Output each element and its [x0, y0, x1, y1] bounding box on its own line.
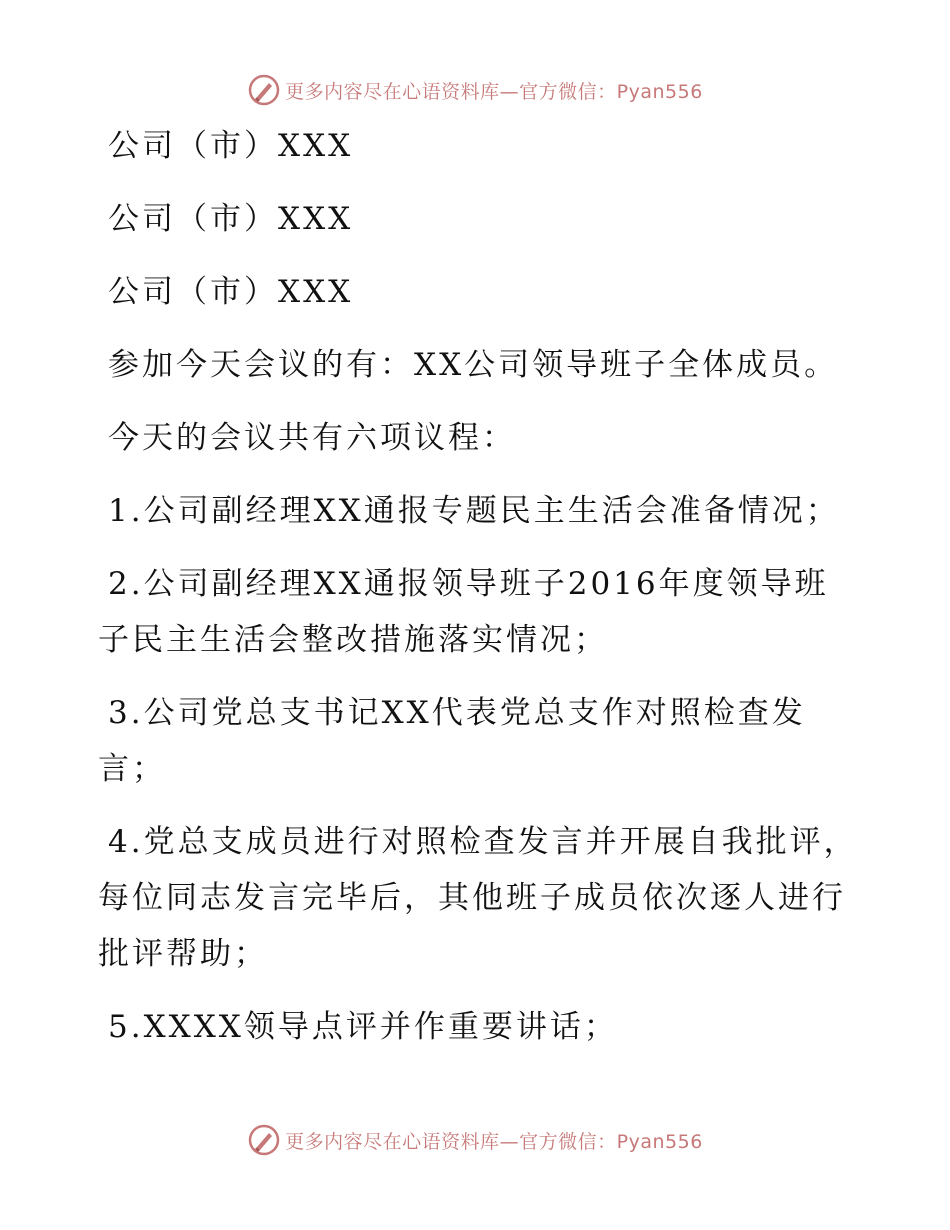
agenda-item: 4.党总支成员进行对照检查发言并开展自我批评，每位同志发言完毕后，其他班子成员依次逐人进行批评帮助；: [98, 824, 858, 972]
watermark-text: 更多内容尽在心语资料库—官方微信：Pyan556: [285, 80, 703, 103]
paragraph: 公司（市）XXX: [108, 274, 354, 310]
agenda-item: 5.XXXX领导点评并作重要讲话；: [108, 1009, 618, 1045]
watermark-header: [0, 70, 950, 110]
watermark-text: 更多内容尽在心语资料库—官方微信：Pyan556: [285, 1130, 703, 1153]
pen-logo-icon: [247, 73, 281, 107]
paragraph: 公司（市）XXX: [108, 128, 354, 164]
pen-logo-icon: [247, 1123, 281, 1157]
agenda-item: 2.公司副经理XX通报领导班子2016年度领导班子民主生活会整改措施落实情况；: [98, 566, 829, 658]
watermark-footer: [0, 1120, 950, 1160]
paragraph: 参加今天会议的有：XX公司领导班子全体成员。: [108, 347, 839, 383]
agenda-item: 1.公司副经理XX通报专题民主生活会准备情况；: [108, 493, 840, 529]
paragraph: 今天的会议共有六项议程：: [108, 420, 516, 456]
document-body: [98, 118, 858, 1072]
agenda-item: 3.公司党总支书记XX代表党总支作对照检查发言；: [98, 695, 806, 787]
paragraph: 公司（市）XXX: [108, 201, 354, 237]
